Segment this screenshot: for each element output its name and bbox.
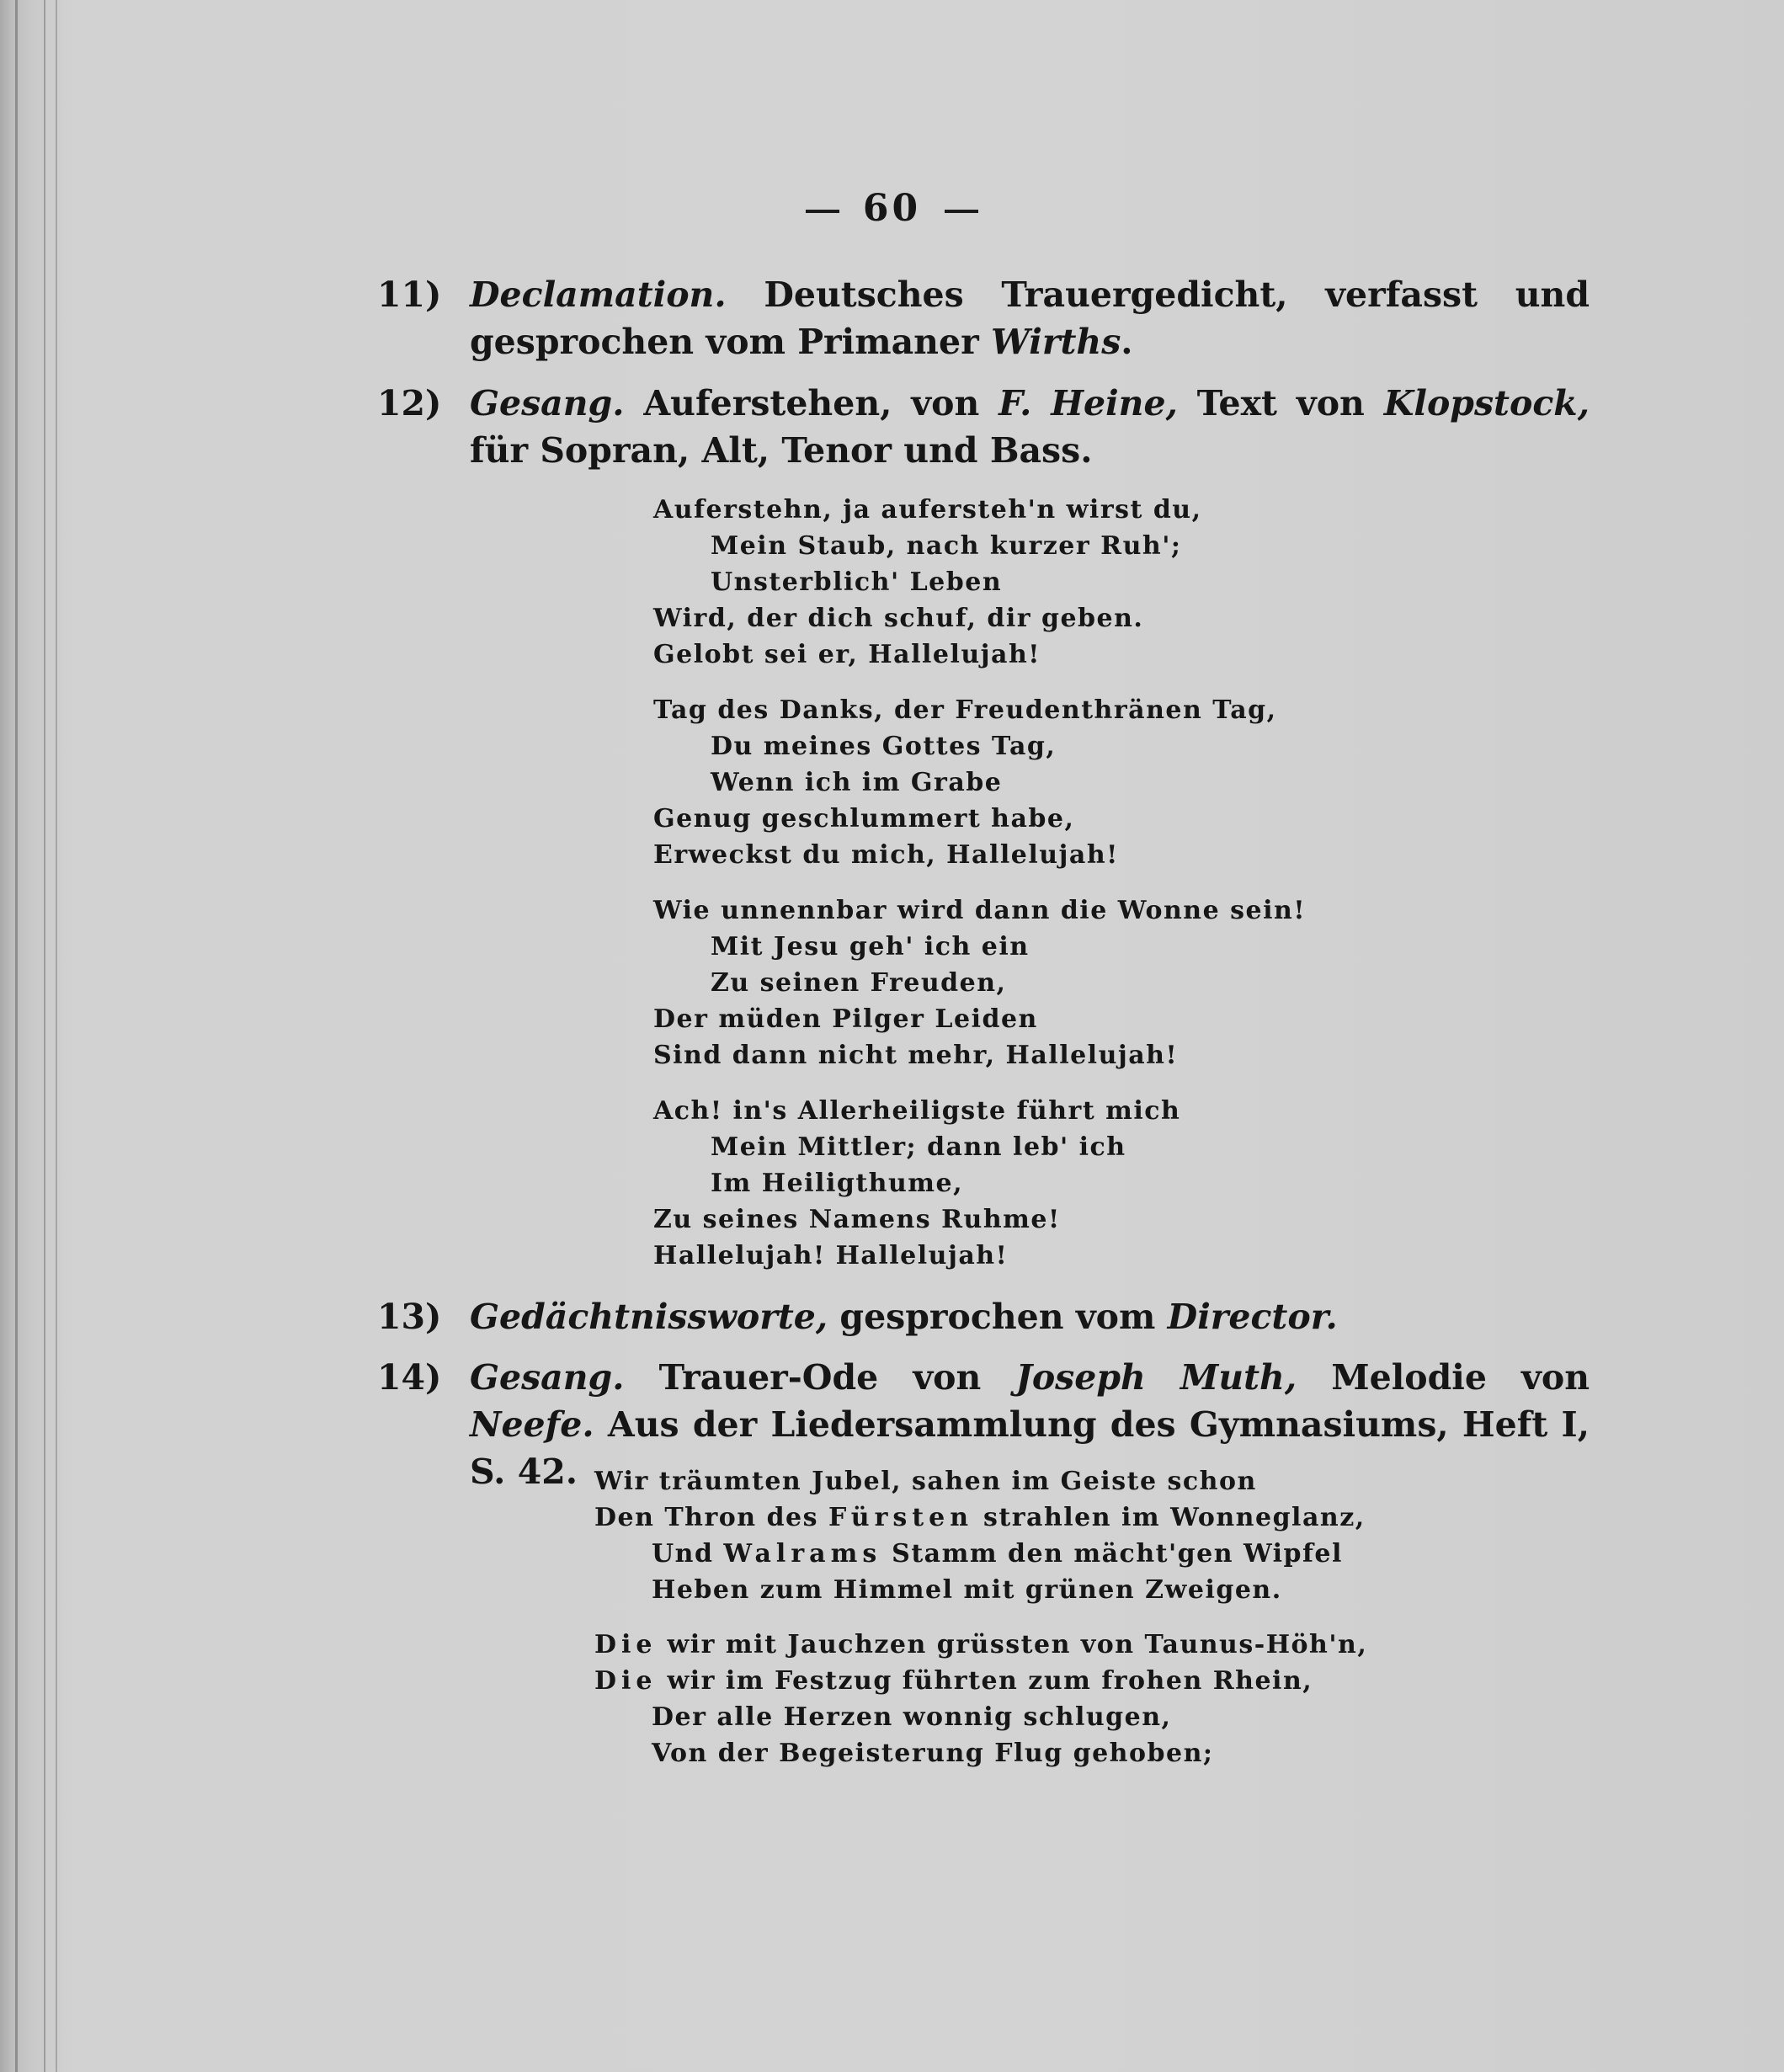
- item-number: 12): [377, 383, 442, 423]
- item-text: Melodie von: [1331, 1357, 1590, 1398]
- item-text: .: [1121, 322, 1133, 362]
- verse-line: Wenn ich im Grabe: [711, 768, 1003, 797]
- item-number: 14): [377, 1357, 442, 1398]
- verse-line: Der alle Herzen wonnig schlugen,: [652, 1702, 1172, 1732]
- verse-line: Den Thron des Fürsten strahlen im Wonneglanz,: [594, 1503, 1366, 1532]
- item-text: Auferstehen, von: [643, 383, 980, 423]
- item-text: Aus der Liedersammlung des Gymnasiums, Heft I, S. 42.: [470, 1404, 1590, 1492]
- verse-line: Der müden Pilger Leiden: [653, 1004, 1038, 1034]
- item-text: Wirths: [990, 322, 1121, 362]
- item-text: Joseph Muth,: [1015, 1357, 1297, 1398]
- item-text: Director.: [1167, 1297, 1338, 1337]
- item-text: Gesang.: [470, 383, 625, 423]
- verse-line: Mein Mittler; dann leb' ich: [711, 1132, 1126, 1162]
- verse-line: Von der Begeisterung Flug gehoben;: [652, 1739, 1214, 1768]
- verse-line: Wie unnennbar wird dann die Wonne sein!: [653, 896, 1306, 925]
- verse-line: Ach! in's Allerheiligste führt mich: [653, 1096, 1181, 1126]
- item-text: Declamation.: [470, 274, 727, 315]
- verse-line: Auferstehn, ja aufersteh'n wirst du,: [653, 495, 1202, 525]
- item-text: gesprochen vom: [839, 1297, 1156, 1337]
- song12-stanza-2: [653, 692, 1277, 873]
- verse-line: Im Heiligthume,: [711, 1169, 964, 1198]
- song14-stanza-1: [594, 1463, 1366, 1608]
- page-number: 60: [0, 187, 1784, 230]
- verse-line: Unsterblich' Leben: [711, 567, 1003, 597]
- program-item-11: [377, 271, 1590, 365]
- verse-line: Erweckst du mich, Hallelujah!: [653, 840, 1119, 870]
- binding-edge: [15, 0, 18, 2072]
- verse-line: Mein Staub, nach kurzer Ruh';: [711, 531, 1182, 561]
- verse-line: Wir träumten Jubel, sahen im Geiste schon: [594, 1467, 1257, 1496]
- page-edge: [44, 0, 45, 2072]
- item-text: Trauer-Ode von: [658, 1357, 982, 1398]
- item-text: Neefe.: [470, 1404, 594, 1445]
- verse-line: Die wir mit Jauchzen grüssten von Taunus-Höh'n,: [594, 1630, 1368, 1659]
- program-item-12: [377, 380, 1590, 474]
- item-text: Gesang.: [470, 1357, 625, 1398]
- verse-line: Tag des Danks, der Freudenthränen Tag,: [653, 695, 1277, 725]
- verse-line: Und Walrams Stamm den mächt'gen Wipfel: [652, 1539, 1343, 1569]
- song12-stanza-3: [653, 892, 1306, 1073]
- song12-stanza-4: [653, 1093, 1180, 1274]
- verse-line: Mit Jesu geh' ich ein: [711, 932, 1030, 961]
- item-text: F. Heine,: [999, 383, 1178, 423]
- verse-line: Heben zum Himmel mit grünen Zweigen.: [652, 1575, 1282, 1605]
- song14-stanza-2: [594, 1627, 1367, 1771]
- item-number: 11): [377, 274, 442, 315]
- verse-line: Genug geschlummert habe,: [653, 804, 1075, 834]
- verse-line: Sind dann nicht mehr, Hallelujah!: [653, 1041, 1179, 1070]
- verse-line: Du meines Gottes Tag,: [711, 732, 1057, 761]
- verse-line: Zu seines Namens Ruhme!: [653, 1205, 1061, 1234]
- item-text: Deutsches Trauergedicht, verfasst und gesprochen vom Primaner: [470, 274, 1590, 362]
- program-item-13: [377, 1293, 1590, 1340]
- item-text: für Sopran, Alt, Tenor und Bass.: [470, 430, 1093, 471]
- song12-stanza-1: [653, 492, 1202, 673]
- item-text: Klopstock,: [1383, 383, 1590, 423]
- verse-line: Die wir im Festzug führten zum frohen Rhein,: [594, 1666, 1313, 1696]
- verse-line: Gelobt sei er, Hallelujah!: [653, 640, 1041, 669]
- item-text: Text von: [1196, 383, 1365, 423]
- verse-line: Wird, der dich schuf, dir geben.: [653, 604, 1144, 633]
- verse-line: Hallelujah! Hallelujah!: [653, 1241, 1009, 1270]
- verse-line: Zu seinen Freuden,: [711, 968, 1007, 998]
- page-edge: [56, 0, 57, 2072]
- item-text: Gedächtnissworte,: [470, 1297, 828, 1337]
- item-number: 13): [377, 1297, 442, 1337]
